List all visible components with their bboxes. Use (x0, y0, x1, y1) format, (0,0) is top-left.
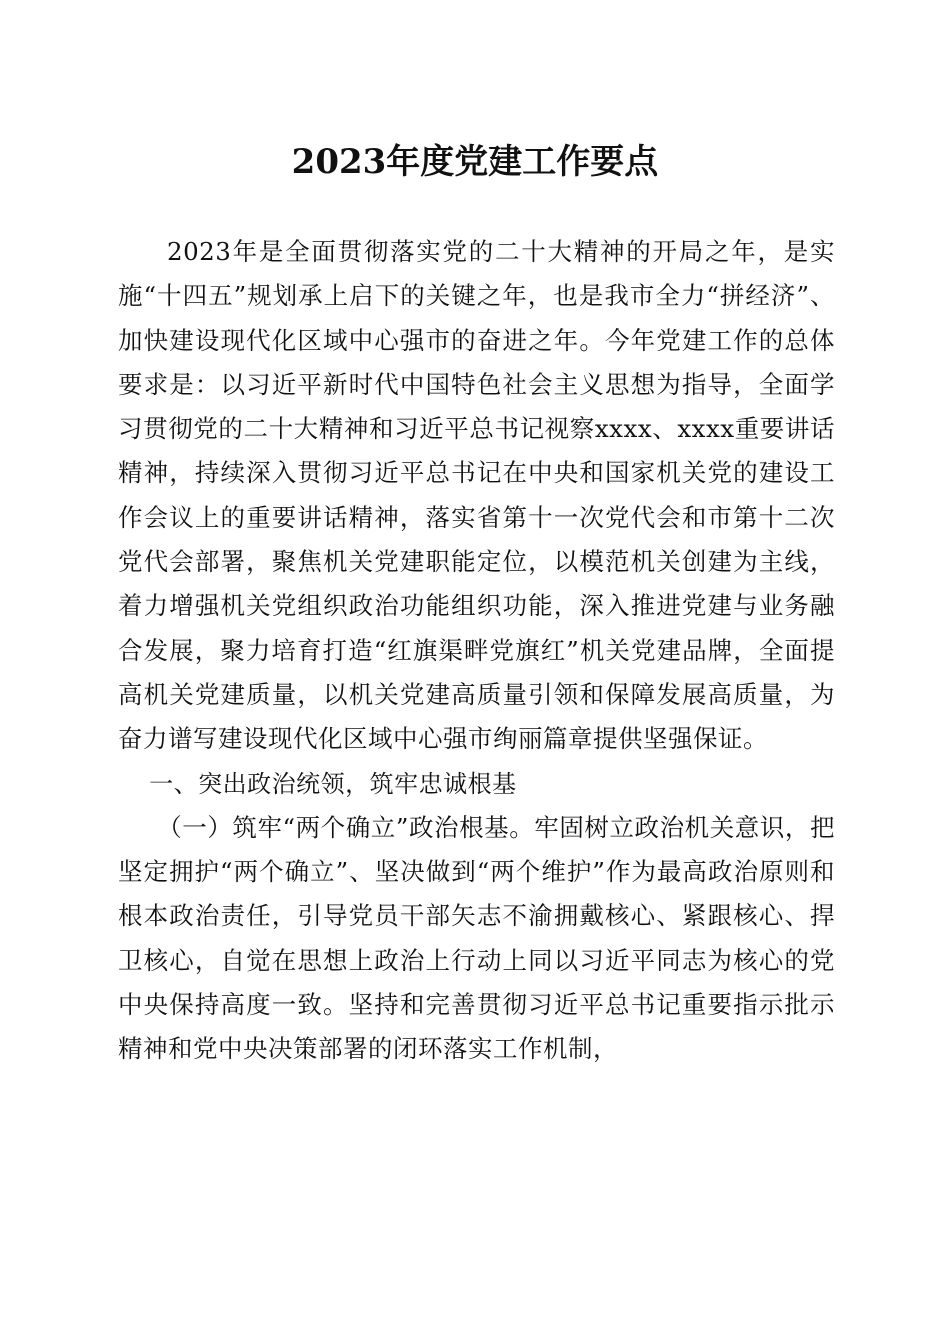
section-1-item-1-paragraph: （一）筑牢“两个确立”政治根基。牢固树立政治机关意识，把坚定拥护“两个确立”、坚决做到“两个维护”作为最高政治原则和根本政治责任，引导党员干部矢志不渝拥戴核心、紧跟核心、捍卫核心，自觉在思想上政治上行动上同以习近平同志为核心的党中央保持高度一致。坚持和完善贯彻习近平总书记重要指示批示精神和党中央决策部署的闭环落实工作机制， (118, 812, 835, 1064)
document-title: 2023年度党建工作要点 (291, 142, 659, 182)
section-heading-1: 一、突出政治统领，筑牢忠诚根基 (149, 769, 517, 798)
document-body (118, 230, 835, 1072)
intro-paragraph: 2023年是全面贯彻落实党的二十大精神的开局之年，是实施“十四五”规划承上启下的关键之年，也是我市全力“拼经济”、加快建设现代化区域中心强市的奋进之年。今年党建工作的总体要求是：以习近平新时代中国特色社会主义思想为指导，全面学习贯彻党的二十大精神和习近平总书记视察xxxx、xxxx重要讲话精神，持续深入贯彻习近平总书记在中央和国家机关党的建设工作会议上的重要讲话精神，落实省第十一次党代会和市第十二次党代会部署，聚焦机关党建职能定位，以模范机关创建为主线，着力增强机关党组织政治功能组织功能，深入推进党建与业务融合发展，聚力培育打造“红旗渠畔党旗红”机关党建品牌，全面提高机关党建质量，以机关党建高质量引领和保障发展高质量，为奋力谱写建设现代化区域中心强市绚丽篇章提供坚强保证。 (118, 237, 835, 754)
